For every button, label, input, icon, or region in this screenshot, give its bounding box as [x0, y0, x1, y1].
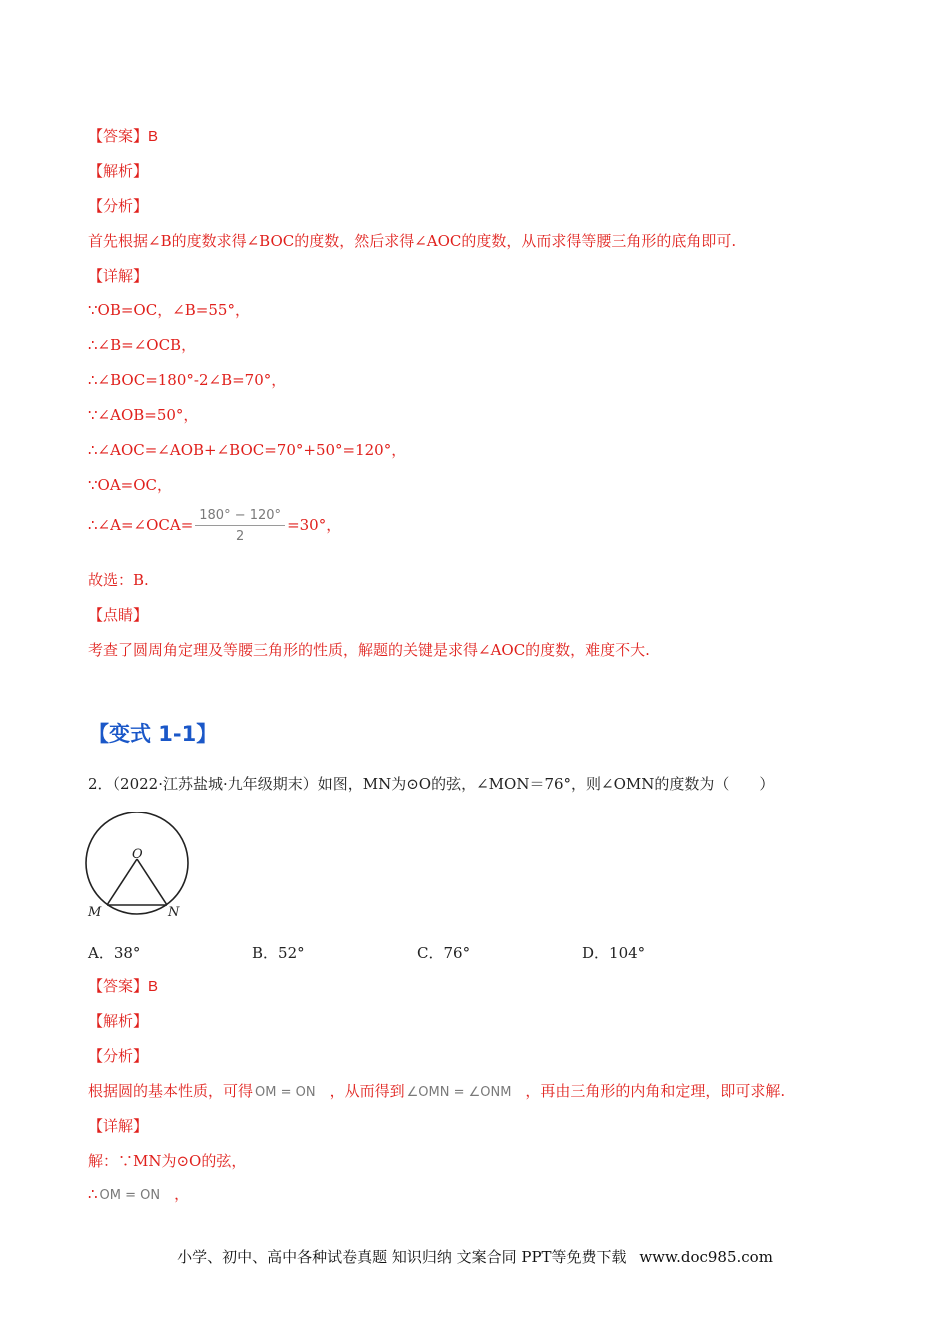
- step-suffix: ，: [174, 1185, 190, 1203]
- jiexi-label-2: 【解析】: [88, 1012, 149, 1030]
- solution-step-2: [88, 1184, 189, 1206]
- question-text: 2．（2022·江苏盐城·九年级期末）如图，MN为⊙O的弦，∠MON＝76°，则∠OMN的度数为（ ）: [88, 775, 775, 793]
- analysis-part: 根据圆的基本性质，可得: [88, 1082, 254, 1100]
- circle-figure: [80, 812, 195, 922]
- choice-c: C．76°: [417, 944, 471, 962]
- solution-step-1: 解：∵MN为⊙O的弦，: [88, 1152, 247, 1170]
- fraction-suffix: =30°，: [287, 516, 342, 534]
- therefore-symbol: ∴: [88, 1185, 98, 1203]
- answer-value: B: [148, 978, 159, 995]
- fraction-step: [88, 508, 341, 544]
- step-line: ∵OB=OC，∠B=55°，: [88, 301, 250, 319]
- page-footer: [0, 1246, 950, 1267]
- step-line: ∵∠AOB=50°，: [88, 406, 199, 424]
- step-line: ∴∠BOC=180°-2∠B=70°，: [88, 371, 287, 389]
- fenxi-label-1: 【分析】: [88, 197, 149, 215]
- radius-om: [107, 859, 137, 905]
- equation-om-on: OM = ON: [255, 1085, 316, 1100]
- comment-text: 考查了圆周角定理及等腰三角形的性质，解题的关键是求得∠AOC的度数，难度不大.: [88, 641, 650, 659]
- choice-d: D．104°: [582, 944, 646, 962]
- circle-o: [86, 812, 188, 914]
- fenxi-label-2: 【分析】: [88, 1047, 149, 1065]
- fraction-prefix: ∴∠A=∠OCA=: [88, 516, 194, 534]
- xiangjie-label-2: 【详解】: [88, 1117, 149, 1135]
- equation-om-on: OM = ON: [99, 1188, 161, 1203]
- choice-a: A．38°: [88, 944, 141, 962]
- answer-label-1: [88, 126, 158, 147]
- fraction-numerator: 180° − 120°: [195, 508, 285, 526]
- footer-text: 小学、初中、高中各种试卷真题 知识归纳 文案合同 PPT等免费下载: [177, 1248, 627, 1266]
- choose-line: 故选：B.: [88, 571, 149, 589]
- footer-url[interactable]: www.doc985.com: [639, 1248, 773, 1266]
- step-line: ∴∠AOC=∠AOB+∠BOC=70°+50°=120°，: [88, 441, 407, 459]
- section-title: 【变式 1-1】: [88, 722, 218, 746]
- equation-angles: ∠OMN = ∠ONM: [406, 1085, 512, 1100]
- answer-tag: 【答案】: [88, 127, 149, 145]
- answer-value: B: [148, 128, 159, 145]
- answer-tag: 【答案】: [88, 977, 149, 995]
- jiexi-label-1: 【解析】: [88, 162, 149, 180]
- analysis-part: ，再由三角形的内角和定理，即可求解.: [525, 1082, 786, 1100]
- label-o: O: [132, 847, 143, 862]
- analysis-text-1: 首先根据∠B的度数求得∠BOC的度数，然后求得∠AOC的度数，从而求得等腰三角形的底角即可.: [88, 232, 737, 250]
- analysis-part: ，从而得到: [329, 1082, 405, 1100]
- label-m: M: [88, 905, 102, 920]
- label-n: N: [168, 905, 180, 920]
- fraction: [195, 508, 285, 544]
- radius-on: [137, 859, 167, 905]
- step-line: ∵OA=OC，: [88, 476, 173, 494]
- step-line: ∴∠B=∠OCB，: [88, 336, 197, 354]
- analysis-text-2: [88, 1081, 785, 1103]
- dianjing-label: 【点睛】: [88, 606, 149, 624]
- fraction-denominator: 2: [236, 529, 245, 544]
- choice-b: B．52°: [252, 944, 305, 962]
- xiangjie-label-1: 【详解】: [88, 267, 149, 285]
- answer-label-2: [88, 976, 158, 997]
